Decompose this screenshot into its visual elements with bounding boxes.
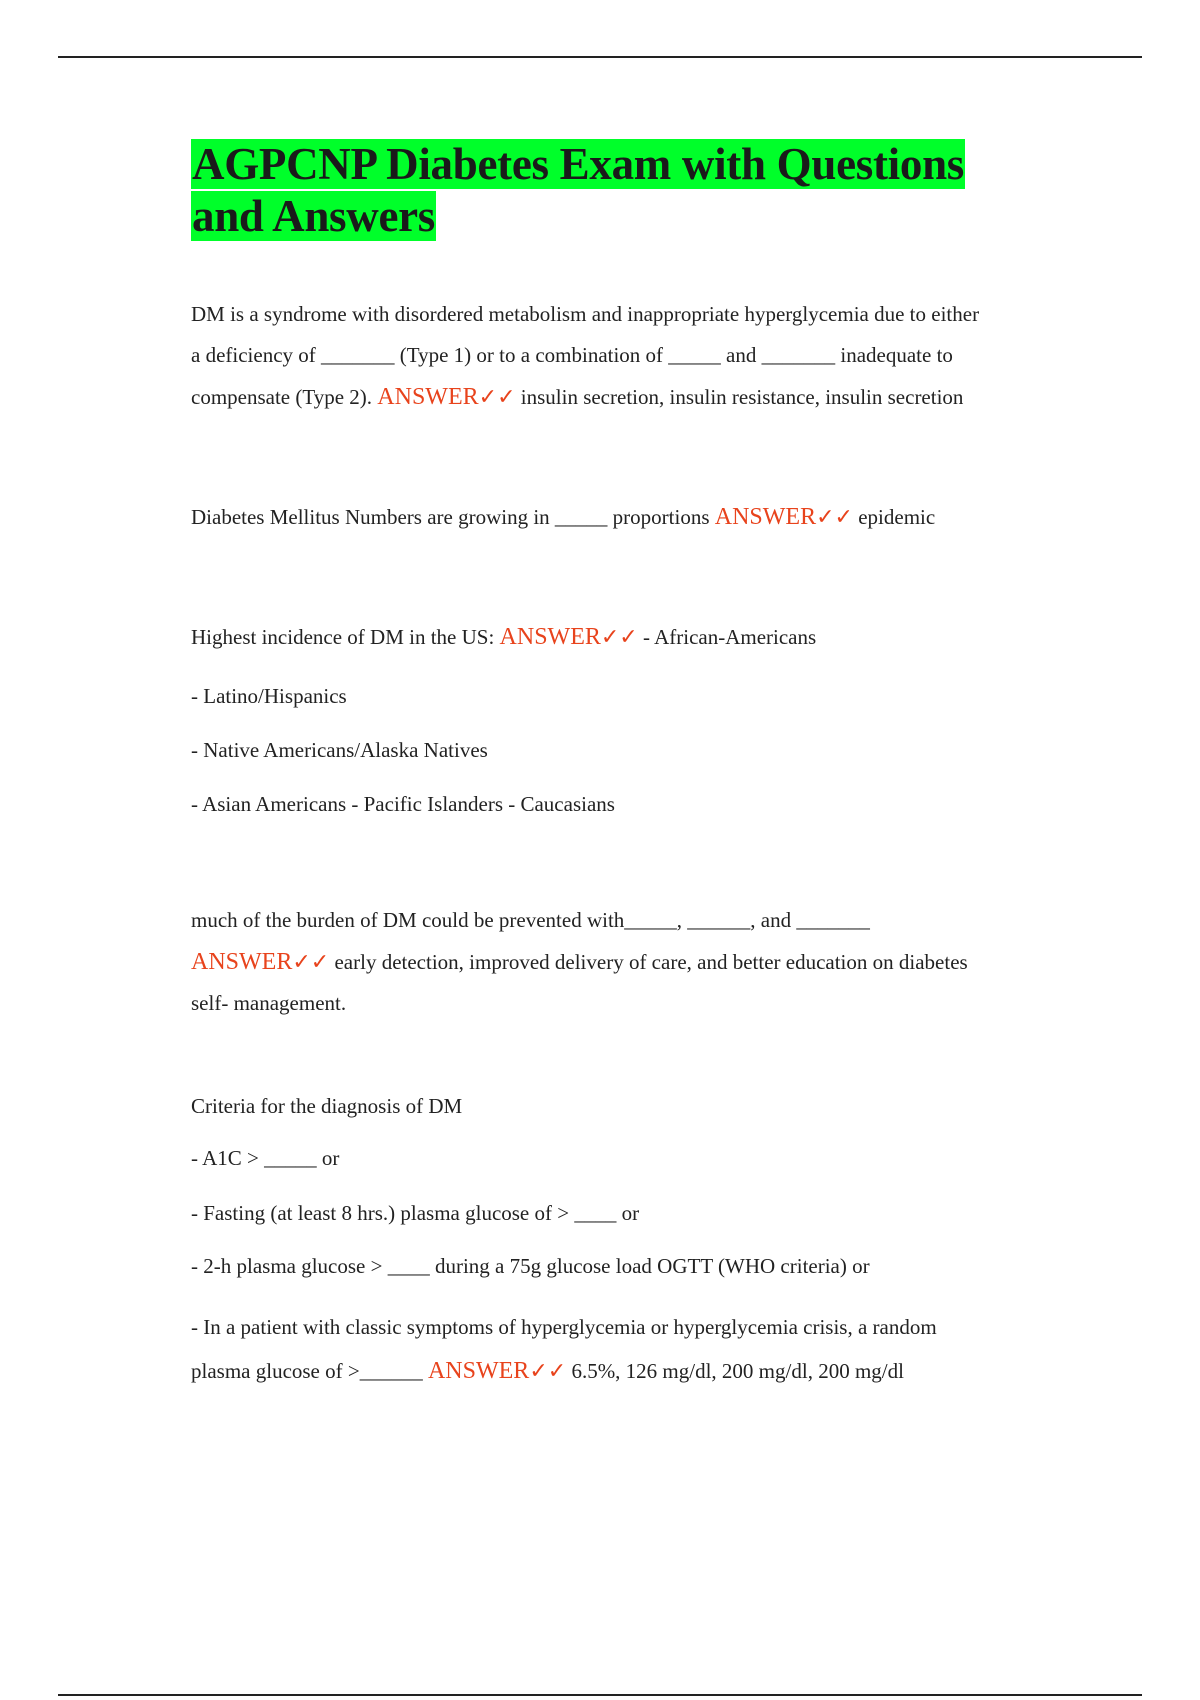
top-rule	[58, 56, 1142, 58]
question-5-item-2: - Fasting (at least 8 hrs.) plasma glucose of > ____ or	[191, 1201, 640, 1225]
question-1	[191, 294, 1071, 418]
check-marks-icon: ✓✓	[529, 1358, 567, 1383]
check-marks-icon: ✓✓	[816, 504, 853, 529]
check-marks-icon: ✓✓	[478, 384, 516, 409]
question-5-item-3: - 2-h plasma glucose > ____ during a 75g glucose load OGTT (WHO criteria) or	[191, 1254, 870, 1278]
question-4-answer-line	[191, 941, 1071, 983]
question-2-text: Diabetes Mellitus Numbers are growing in _____ proportions	[191, 505, 715, 529]
question-1-line-3-text: compensate (Type 2).	[191, 385, 378, 409]
answer-label: ANSWER	[191, 949, 293, 975]
question-2-line	[191, 496, 1071, 538]
question-5-item-1: - A1C > _____ or	[191, 1146, 340, 1170]
question-5-heading: Criteria for the diagnosis of DM	[191, 1094, 463, 1118]
question-1-line-1: DM is a syndrome with disordered metabolism and inappropriate hyperglycemia due to either	[191, 302, 980, 326]
title-line-2: and Answers	[192, 191, 436, 241]
answer-label: ANSWER	[377, 384, 479, 410]
question-1-line-3	[191, 376, 1071, 418]
question-3-item-3: - Asian Americans - Pacific Islanders - Caucasians	[191, 792, 615, 816]
answer-label: ANSWER	[499, 624, 601, 650]
question-2-answer: epidemic	[852, 505, 936, 529]
question-1-line-2: a deficiency of _______ (Type 1) or to a combination of _____ and _______ inadequate to	[191, 343, 953, 367]
question-4-text: much of the burden of DM could be prevented with_____, ______, and _______	[191, 908, 870, 932]
question-5-item-4	[191, 1305, 1071, 1393]
check-marks-icon: ✓✓	[600, 624, 638, 649]
answer-label: ANSWER	[714, 504, 817, 530]
question-5-answer-line	[191, 1349, 1071, 1393]
question-3-item-2: - Native Americans/Alaska Natives	[191, 738, 488, 762]
question-5-answer: 6.5%, 126 mg/dl, 200 mg/dl, 200 mg/dl	[566, 1359, 904, 1383]
question-5-item-4-text: - In a patient with classic symptoms of hyperglycemia or hyperglycemia crisis, a random	[191, 1315, 937, 1339]
title-highlight	[191, 139, 965, 241]
title-line-1: AGPCNP Diabetes Exam with Questions	[192, 139, 965, 189]
question-3-answer: - African-Americans	[637, 625, 817, 649]
question-3-item-1: - Latino/Hispanics	[191, 684, 347, 708]
document-body	[191, 138, 1071, 1393]
question-5-last-line-text: plasma glucose of >______	[191, 1359, 428, 1383]
question-2	[191, 496, 1071, 538]
question-4-answer: early detection, improved delivery of care, and better education on diabetes	[329, 950, 968, 974]
document-title	[191, 138, 1071, 242]
question-4	[191, 900, 1071, 1024]
answer-label: ANSWER	[427, 1358, 530, 1384]
question-3-line	[191, 616, 1071, 658]
check-marks-icon: ✓✓	[292, 949, 330, 974]
question-4-answer-line-2: self- management.	[191, 991, 347, 1015]
question-3	[191, 616, 1071, 658]
bottom-rule	[58, 1694, 1142, 1696]
question-1-answer: insulin secretion, insulin resistance, insulin secretion	[515, 385, 964, 409]
question-3-text: Highest incidence of DM in the US:	[191, 625, 500, 649]
